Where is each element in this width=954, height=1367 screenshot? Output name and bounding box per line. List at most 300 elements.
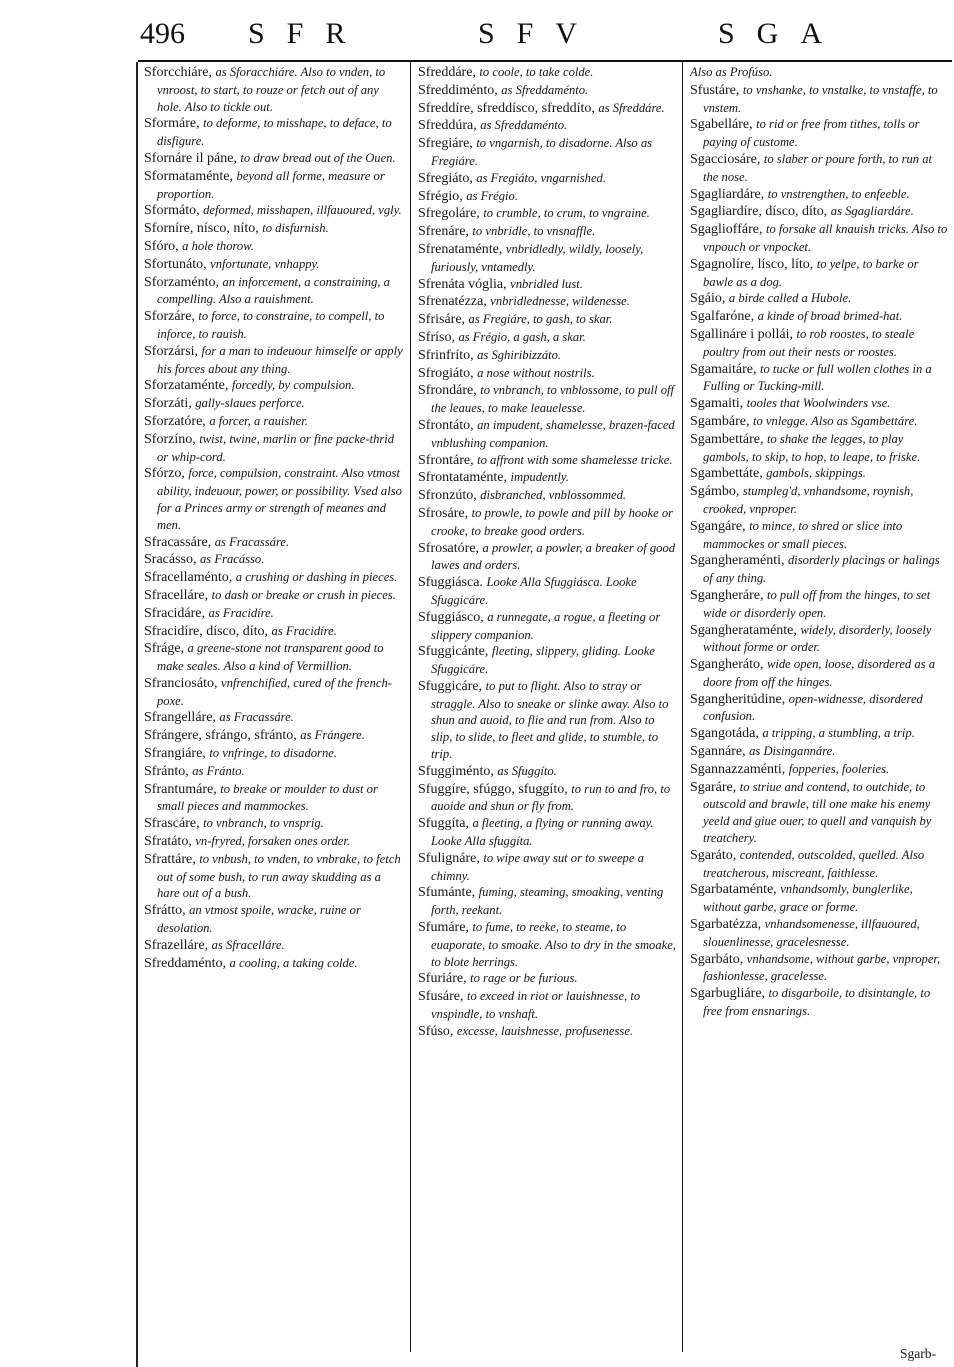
entry-definition: an inforcement, a constraining, a compelling. Also a rauishment. xyxy=(157,274,390,307)
entry-headword: Sfrontáto, xyxy=(418,417,478,433)
entry-definition: gally-slaues perforce. xyxy=(195,396,305,411)
dictionary-entry xyxy=(418,293,676,311)
dictionary-entry xyxy=(690,518,948,553)
dictionary-entry xyxy=(690,256,948,291)
entry-headword: Sformáre, xyxy=(144,116,204,132)
entry-definition: as Sfreddaménto. xyxy=(501,82,589,97)
entry-definition: as Disingannáre. xyxy=(749,744,836,759)
entry-definition: as Fracásso. xyxy=(200,552,265,567)
entry-definition: to vnfringe, to disadorne. xyxy=(209,746,337,761)
entry-definition: tooles that Woolwinders vse. xyxy=(746,396,891,411)
entry-headword: Sfornáre il páne, xyxy=(144,150,241,166)
entry-headword: Sforzíno, xyxy=(144,431,200,447)
dictionary-entry xyxy=(690,413,948,431)
entry-headword: Sformáto, xyxy=(144,203,204,219)
entry-headword: Sgarbataménte, xyxy=(690,882,781,898)
dictionary-entry xyxy=(418,643,676,678)
dictionary-entry xyxy=(690,151,948,186)
dictionary-entry xyxy=(418,170,676,188)
dictionary-entry xyxy=(418,487,676,505)
entry-headword: Sfracellaménto, xyxy=(144,570,236,586)
dictionary-entry xyxy=(144,640,404,675)
header-rule xyxy=(138,60,952,62)
dictionary-entry xyxy=(690,622,948,657)
entry-definition: to mince, to shred or slice into mammockes or small pieces. xyxy=(703,518,903,551)
running-head-right: SGA xyxy=(718,17,845,50)
entry-definition: open-widnesse, disordered confusion. xyxy=(703,691,923,724)
entry-headword: Sgalfaróne, xyxy=(690,309,758,325)
entry-headword: Sfráge, xyxy=(144,641,188,657)
entry-headword: Sfracidáre, xyxy=(144,605,209,621)
dictionary-entry xyxy=(418,452,676,470)
entry-headword: Sfrantumáre, xyxy=(144,781,221,797)
entry-definition: to rid or free from tithes, tolls or paying of custome. xyxy=(703,117,920,150)
entry-headword: Sfracidíre, dísco, díto, xyxy=(144,623,272,639)
entry-definition: a runnegate, a rogue, a fleeting or slippery companion. xyxy=(431,609,661,642)
entry-headword: Sfrontáre, xyxy=(418,452,478,468)
catchword: Sgarb- xyxy=(900,1346,936,1361)
dictionary-entry xyxy=(144,64,404,115)
dictionary-entry xyxy=(690,361,948,396)
entry-definition: to tucke or full wollen clothes in a Fulling or Tucking-mill. xyxy=(703,361,932,394)
entry-headword: Sfronzúto, xyxy=(418,488,481,504)
entry-definition: to fume, to reeke, to steame, to euaporate, to smoake. Also to dry in the smoake, to blote herrings. xyxy=(431,920,676,969)
entry-definition: to breake or moulder to dust or small pieces and mammockes. xyxy=(157,781,378,814)
entry-definition: stumpleg'd, vnhandsome, roynish, crooked, vnproper. xyxy=(703,484,914,516)
entry-headword: Sgangherataménte, xyxy=(690,622,801,638)
entry-definition: a cooling, a taking colde. xyxy=(229,955,358,970)
entry-headword: Sfuggíre, sfúggo, sfuggíto, xyxy=(418,781,572,797)
entry-definition: as Sforacchiáre. Also to vnden, to vnroost, to start, to rouze or fetch out of any hole. Also to tickle out. xyxy=(157,65,386,114)
entry-definition: to dash or breake or crush in pieces. xyxy=(211,587,396,602)
entry-headword: Sfustáre, xyxy=(690,82,743,98)
dictionary-entry xyxy=(144,534,404,552)
entry-definition: to put to flight. Also to stray or straggle. Also to sneake or slinke away. Also to shun and auoid, to flie and run from. Also to slip, to slide, to fleet and glide, to stumble, to trip. xyxy=(431,678,669,762)
entry-headword: Sgangheráto, xyxy=(690,657,767,673)
dictionary-entry xyxy=(418,919,676,970)
dictionary-entry xyxy=(418,117,676,135)
dictionary-entry xyxy=(144,168,404,203)
entry-headword: Sfúso, xyxy=(418,1023,457,1039)
dictionary-entry xyxy=(144,274,404,309)
dictionary-entry xyxy=(690,847,948,882)
entry-headword: Sfuggiménto, xyxy=(418,763,498,779)
entry-definition: as Fracidíre. xyxy=(208,605,274,620)
entry-headword: Sfrenataménte, xyxy=(418,241,506,257)
dictionary-entry xyxy=(418,970,676,988)
entry-headword: Sfumáre, xyxy=(418,920,473,936)
entry-definition: to vnlegge. Also as Sgambettáre. xyxy=(752,413,918,428)
dictionary-entry xyxy=(144,569,404,587)
dictionary-entry xyxy=(144,815,404,833)
entry-headword: Sfuriáre, xyxy=(418,971,471,987)
entry-headword: Sgagliardáre, xyxy=(690,186,768,202)
entry-headword: Sfrenatézza, xyxy=(418,294,491,310)
entry-headword: Sgaglioffáre, xyxy=(690,222,766,238)
entry-headword: Sgarbáto, xyxy=(690,951,747,967)
entry-headword: Sfrogiáto, xyxy=(418,365,478,381)
entry-headword: Sgamaiti, xyxy=(690,396,747,412)
dictionary-entry xyxy=(144,727,404,745)
entry-headword: Sgambettáre, xyxy=(690,431,767,447)
dictionary-entry xyxy=(690,691,948,726)
dictionary-entry xyxy=(690,985,948,1020)
entry-headword: Sgangheraménti, xyxy=(690,553,788,569)
dictionary-entry xyxy=(690,326,948,361)
dictionary-entry xyxy=(690,552,948,587)
entry-definition: a kinde of broad brimed-hat. xyxy=(757,309,903,324)
dictionary-entry xyxy=(144,623,404,641)
entry-definition: to vngarnish, to disadorne. Also as Fregiáre. xyxy=(431,136,653,168)
entry-headword: Sgambettáte, xyxy=(690,466,767,482)
entry-headword: Sforzáre, xyxy=(144,309,199,325)
entry-definition: Looke Alla Sfuggiásca. Looke Sfuggicáre. xyxy=(431,575,637,607)
dictionary-entry xyxy=(144,675,404,710)
dictionary-entry xyxy=(418,188,676,206)
entry-definition: disorderly placings or halings of any thing. xyxy=(703,553,940,586)
dictionary-entry xyxy=(144,955,404,973)
entry-definition: a nose without nostrils. xyxy=(477,365,595,380)
entry-definition: contended, outscolded, quelled. Also treatcherous, miscreant, faithlesse. xyxy=(703,847,925,880)
column-3 xyxy=(690,64,948,1020)
entry-definition: a prowler, a powler, a breaker of good lawes and orders. xyxy=(431,540,676,573)
entry-headword: Sfrinfríto, xyxy=(418,347,478,363)
entry-definition: deformed, misshapen, illfauoured, vgly. xyxy=(203,203,402,218)
entry-headword: Sfuggiásca. xyxy=(418,575,487,591)
entry-definition: to forsake all knauish tricks. Also to vnpouch or vnpocket. xyxy=(703,222,948,254)
dictionary-entry xyxy=(690,395,948,413)
entry-definition: to vnshanke, to vnstalke, to vnstaffe, to vnstem. xyxy=(703,82,938,115)
entry-definition: to disgarboile, to disintangle, to free from ensnarings. xyxy=(703,986,931,1019)
dictionary-entry xyxy=(144,343,404,378)
dictionary-entry xyxy=(418,223,676,241)
dictionary-entry xyxy=(418,505,676,540)
dictionary-entry xyxy=(690,587,948,622)
dictionary-entry xyxy=(144,781,404,816)
dictionary-entry xyxy=(144,763,404,781)
entry-headword: Sgallináre i pollái, xyxy=(690,326,797,342)
entry-headword: Sfórzo, xyxy=(144,466,189,482)
dictionary-entry xyxy=(144,605,404,623)
entry-headword: Sfrascáre, xyxy=(144,816,204,832)
entry-definition: a greene-stone not transparent good to make seales. Also a kind of Vermillion. xyxy=(157,641,384,674)
entry-headword: Sfrangiáre, xyxy=(144,746,210,762)
entry-definition: as Fregiáto, vngarnished. xyxy=(476,170,606,185)
entry-definition: Also as Profúso. xyxy=(690,65,773,79)
entry-headword: Sfranciosáto, xyxy=(144,675,221,691)
entry-headword: Sformataménte, xyxy=(144,168,237,184)
entry-headword: Sgangheráre, xyxy=(690,587,767,603)
entry-headword: Sfregiáto, xyxy=(418,170,477,186)
entry-definition: vnhandsome, without garbe, vnproper, fashionlesse, gracelesse. xyxy=(703,951,941,984)
dictionary-entry xyxy=(418,678,676,763)
entry-definition: a crushing or dashing in pieces. xyxy=(235,570,398,585)
entry-headword: Sgangáre, xyxy=(690,518,750,534)
entry-definition: an vtmost spoile, wracke, ruine or desolation. xyxy=(157,903,361,936)
entry-definition: as Frángere. xyxy=(300,728,365,743)
dictionary-entry xyxy=(690,64,948,82)
entry-definition: to deforme, to misshape, to deface, to disfigure. xyxy=(157,116,392,149)
entry-headword: Sfusáre, xyxy=(418,989,467,1005)
running-head-middle: SFV xyxy=(478,17,600,50)
dictionary-entry xyxy=(418,82,676,100)
column-1 xyxy=(144,64,404,972)
entry-definition: fopperies, fooleries. xyxy=(788,761,890,776)
entry-definition: excesse, lauishnesse, profusenesse. xyxy=(456,1023,634,1038)
entry-headword: Sgangheritúdine, xyxy=(690,691,789,707)
entry-headword: Sfuggicánte, xyxy=(418,644,492,660)
entry-headword: Sfrattáre, xyxy=(144,851,200,867)
entry-definition: gambols, skippings. xyxy=(766,466,866,481)
entry-headword: Sgacciosáre, xyxy=(690,151,764,167)
entry-headword: Sfrángere, sfrángo, sfránto, xyxy=(144,728,301,744)
entry-definition: impudently. xyxy=(510,470,569,485)
entry-definition: to affront with some shamelesse tricke. xyxy=(477,452,673,467)
entry-definition: as Fracassáre. xyxy=(219,710,294,725)
entry-headword: Sgamaitáre, xyxy=(690,361,760,377)
entry-definition: as Sgagliardáre. xyxy=(830,204,914,219)
left-margin-rule xyxy=(136,62,138,1367)
page-number: 496 xyxy=(140,17,185,50)
entry-headword: Sgagliardíre, dísco, díto, xyxy=(690,204,831,220)
entry-headword: Sfumánte, xyxy=(418,885,479,901)
dictionary-entry xyxy=(144,238,404,256)
dictionary-entry xyxy=(418,850,676,885)
entry-definition: to slaber or poure forth, to run at the nose. xyxy=(703,151,933,184)
entry-definition: as Sfreddaménto. xyxy=(480,118,568,133)
entry-headword: Sforzársi, xyxy=(144,343,202,359)
dictionary-entry xyxy=(144,851,404,902)
dictionary-entry xyxy=(690,82,948,117)
entry-definition: a fleeting, a flying or running away. Looke Alla sfuggíta. xyxy=(431,816,654,849)
entry-headword: Sgaráto, xyxy=(690,847,740,863)
dictionary-entry xyxy=(690,881,948,916)
entry-definition: to vnbranch, to vnblossome, to pull off the leaues, to make leauelesse. xyxy=(431,383,674,416)
entry-definition: to rage or be furious. xyxy=(470,971,578,986)
dictionary-entry xyxy=(144,431,404,466)
entry-headword: Sfrangelláre, xyxy=(144,710,220,726)
entry-headword: Sfrosáre, xyxy=(418,505,472,521)
entry-definition: to exceed in riot or lauishnesse, to vnspindle, to vnshaft. xyxy=(431,989,641,1022)
entry-definition: to yelpe, to barke or bawle as a dog. xyxy=(703,256,919,289)
dictionary-entry xyxy=(144,937,404,955)
entry-headword: Sgámbo, xyxy=(690,484,743,500)
entry-headword: Sracásso, xyxy=(144,552,200,568)
dictionary-entry xyxy=(418,540,676,575)
entry-definition: to coole, to take colde. xyxy=(479,65,594,79)
entry-headword: Sfortunáto, xyxy=(144,256,211,272)
entry-headword: Sfulignáre, xyxy=(418,850,484,866)
dictionary-entry xyxy=(690,743,948,761)
entry-definition: forcedly, by compulsion. xyxy=(231,378,355,393)
dictionary-entry xyxy=(144,465,404,533)
dictionary-entry xyxy=(144,150,404,168)
entry-definition: as Fránto. xyxy=(192,763,245,778)
entry-headword: Sfregoláre, xyxy=(418,206,484,222)
dictionary-entry xyxy=(418,135,676,170)
entry-definition: an impudent, shamelesse, brazen-faced vnblushing companion. xyxy=(431,417,675,450)
dictionary-entry xyxy=(418,276,676,294)
dictionary-entry xyxy=(144,377,404,395)
entry-definition: as Frégio, a gash, a skar. xyxy=(458,329,586,344)
entry-headword: Sgarbatézza, xyxy=(690,917,765,933)
dictionary-entry xyxy=(144,551,404,569)
entry-headword: Sforníre, nísco, níto, xyxy=(144,221,263,237)
entry-definition: as Sfracelláre. xyxy=(211,937,285,952)
entry-definition: as Sfuggíto. xyxy=(497,763,557,778)
dictionary-entry xyxy=(144,256,404,274)
entry-definition: twist, twine, marlin or fine packe-thrid or whip-cord. xyxy=(157,431,395,464)
entry-definition: a birde called a Hubole. xyxy=(728,291,852,306)
dictionary-entry xyxy=(690,656,948,691)
dictionary-entry xyxy=(144,308,404,343)
entry-headword: Sgaráre, xyxy=(690,779,740,795)
entry-definition: to striue and contend, to outchide, to outscold and brawle, till one make his enemy yeeld and giue ouer, to quell and vanquish by treatchery. xyxy=(703,779,932,846)
entry-headword: Sforzatóre, xyxy=(144,413,210,429)
entry-headword: Sfreddaménto, xyxy=(144,955,230,971)
entry-definition: a tripping, a stumbling, a trip. xyxy=(762,726,915,741)
entry-definition: vnhandsomenesse, illfauoured, slouenlinesse, gracelesnesse. xyxy=(703,917,920,949)
entry-headword: Sgambáre, xyxy=(690,413,753,429)
entry-definition: to draw bread out of the Ouen. xyxy=(240,150,396,165)
dictionary-entry xyxy=(144,220,404,238)
column-divider-2 xyxy=(682,62,683,1352)
entry-definition: disbranched, vnblossommed. xyxy=(480,488,627,503)
entry-definition: vnfortunate, vnhappy. xyxy=(210,256,320,271)
entry-definition: to force, to constraine, to compell, to inforce, to rauish. xyxy=(157,309,385,341)
entry-headword: Sgarbugliáre, xyxy=(690,986,769,1002)
entry-headword: Sfrontataménte, xyxy=(418,470,511,486)
entry-headword: Sfracassáre, xyxy=(144,534,215,550)
entry-definition: to crumble, to crum, to vngraine. xyxy=(483,206,650,221)
entry-definition: to pull off from the hinges, to set wide or disorderly open. xyxy=(703,587,931,620)
entry-headword: Sfregiáre, xyxy=(418,136,477,152)
dictionary-entry xyxy=(690,779,948,847)
dictionary-entry xyxy=(144,587,404,605)
entry-headword: Sfuggíta, xyxy=(418,816,473,832)
entry-definition: fleeting, slippery, gliding. Looke Sfuggicáre. xyxy=(431,644,655,677)
dictionary-entry xyxy=(690,483,948,518)
entry-headword: Sfóro, xyxy=(144,238,183,254)
dictionary-entry xyxy=(690,465,948,483)
dictionary-entry xyxy=(418,205,676,223)
entry-definition: vn-fryred, forsaken ones order. xyxy=(195,834,351,849)
dictionary-entry xyxy=(418,763,676,781)
entry-definition: vnhandsomly, bunglerlike, without garbe, grace or forme. xyxy=(703,882,913,915)
entry-definition: as Fracidíre. xyxy=(271,623,337,638)
dictionary-entry xyxy=(144,745,404,763)
entry-headword: Sfracelláre, xyxy=(144,587,212,603)
entry-definition: to vnstrengthen, to enfeeble. xyxy=(767,186,910,201)
dictionary-entry xyxy=(418,609,676,644)
dictionary-entry xyxy=(690,221,948,256)
dictionary-entry xyxy=(690,951,948,986)
entry-headword: Sgagnolíre, lísco, líto, xyxy=(690,256,817,272)
dictionary-entry xyxy=(418,417,676,452)
dictionary-entry xyxy=(418,64,676,82)
dictionary-entry xyxy=(418,884,676,919)
entry-definition: to vnbridle, to vnsnaffle. xyxy=(472,224,596,239)
entry-headword: Sfrenáta vóglia, xyxy=(418,276,511,292)
entry-headword: Sfrosatóre, xyxy=(418,540,483,556)
dictionary-entry xyxy=(418,1023,676,1041)
entry-headword: Sfreddúra, xyxy=(418,118,481,134)
entry-definition: to prowle, to powle and pill by hooke or crooke, to breake good orders. xyxy=(431,505,674,538)
entry-definition: force, compulsion, constraint. Also vtmost ability, indeuour, power, or possibility. Vsed also for a Princes army or strength of meanes and men. xyxy=(157,466,402,532)
entry-definition: a hole thorow. xyxy=(182,238,254,253)
entry-headword: Sfrátto, xyxy=(144,903,190,919)
entry-definition: vnbridlednesse, wildenesse. xyxy=(490,294,630,309)
dictionary-entry xyxy=(690,203,948,221)
entry-headword: Sforzáti, xyxy=(144,396,196,412)
dictionary-entry xyxy=(418,781,676,816)
entry-headword: Sfreddiménto, xyxy=(418,82,502,98)
dictionary-entry xyxy=(690,186,948,204)
dictionary-entry xyxy=(418,469,676,487)
entry-headword: Sfrondáre, xyxy=(418,383,481,399)
dictionary-entry xyxy=(418,988,676,1023)
entry-headword: Sfrenáre, xyxy=(418,224,473,240)
dictionary-entry xyxy=(418,574,676,609)
entry-headword: Sfrégio, xyxy=(418,188,467,204)
entry-headword: Sfrisáre, xyxy=(418,312,469,328)
entry-definition: wide open, loose, disordered as a doore from off the hinges. xyxy=(703,657,936,689)
entry-definition: for a man to indeuour himselfe or apply his forces about any thing. xyxy=(157,343,403,376)
entry-definition: to vnbranch, to vnsprig. xyxy=(203,816,324,831)
entry-headword: Sgáio, xyxy=(690,291,729,307)
entry-headword: Sgabelláre, xyxy=(690,117,757,133)
running-head-left: SFR xyxy=(248,17,368,50)
dictionary-entry xyxy=(418,365,676,383)
entry-definition: as Frégio. xyxy=(466,188,518,203)
dictionary-entry xyxy=(690,725,948,743)
entry-headword: Sfreddáre, xyxy=(418,65,480,80)
entry-headword: Sfríso, xyxy=(418,329,459,345)
entry-definition: as Fregiáre, to gash, to skar. xyxy=(468,312,613,327)
dictionary-entry xyxy=(418,100,676,118)
entry-definition: a forcer, a rauisher. xyxy=(209,413,308,428)
entry-definition: beyond all forme, measure or proportion. xyxy=(157,168,385,201)
entry-definition: as Sfreddáre. xyxy=(598,100,665,115)
entry-definition: to run to and fro, to auoide and shun or fly from. xyxy=(431,781,671,814)
dictionary-entry xyxy=(418,347,676,365)
dictionary-entry xyxy=(418,382,676,417)
entry-definition: to disfurnish. xyxy=(262,221,329,236)
entry-headword: Sforcchiáre, xyxy=(144,65,216,80)
dictionary-entry xyxy=(144,709,404,727)
entry-definition: as Fracassáre. xyxy=(214,534,290,549)
entry-definition: vnbridledly, wildly, loosely, furiously, vntamedly. xyxy=(431,241,644,274)
entry-definition: vnfrenchified, cured of the french-poxe. xyxy=(157,675,392,708)
dictionary-entry xyxy=(690,916,948,951)
entry-headword: Sfránto, xyxy=(144,763,193,779)
entry-definition: vnbridled lust. xyxy=(510,276,583,291)
entry-definition: to wipe away sut or to sweepe a chimny. xyxy=(431,850,644,883)
dictionary-entry xyxy=(144,413,404,431)
dictionary-entry xyxy=(418,241,676,276)
entry-headword: Sgangotáda, xyxy=(690,726,763,742)
dictionary-entry xyxy=(418,311,676,329)
column-divider-1 xyxy=(410,62,411,1352)
dictionary-entry xyxy=(690,761,948,779)
entry-definition: as Sghiribizzáto. xyxy=(477,347,562,362)
entry-headword: Sfuggicáre, xyxy=(418,678,486,694)
entry-definition: widely, disorderly, loosely without forme or order. xyxy=(703,622,932,655)
dictionary-entry xyxy=(690,431,948,466)
dictionary-entry xyxy=(144,833,404,851)
entry-headword: Sforzaménto, xyxy=(144,274,223,290)
dictionary-entry xyxy=(144,115,404,150)
